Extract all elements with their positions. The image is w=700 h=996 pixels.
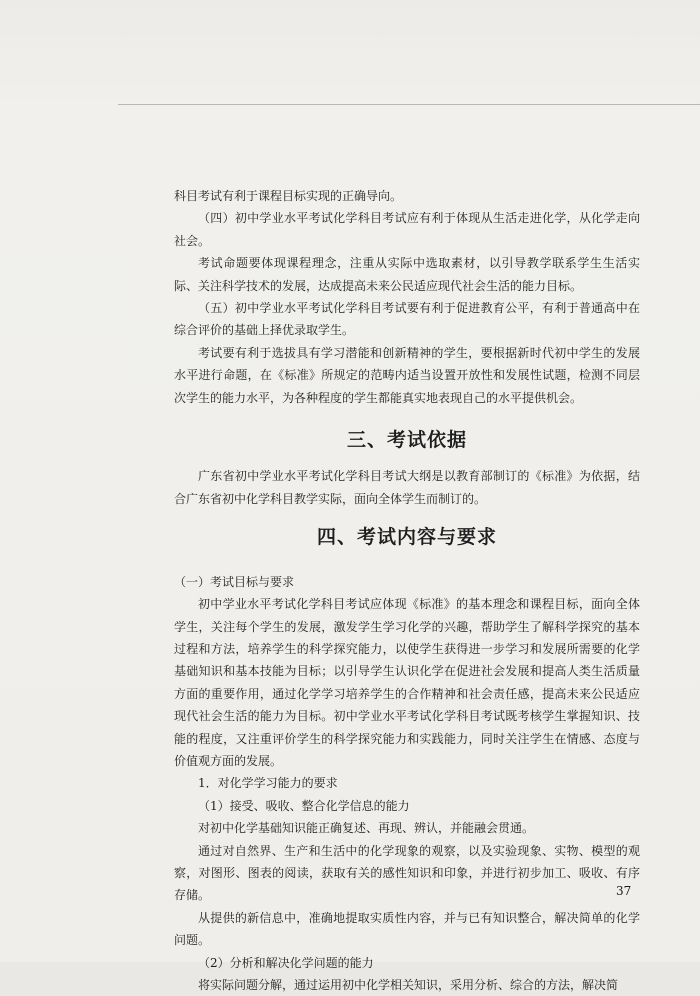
- paragraph: （四）初中学业水平考试化学科目考试应有利于体现从生活走进化学，从化学走向社会。: [174, 211, 640, 248]
- paragraph: 考试要有利于选拔具有学习潜能和创新精神的学生，要根据新时代初中学生的发展水平进行命题，在《标准》所规定的范畴内适当设置开放性和发展性试题，检测不同层次学生的能力水平，为各种程度的学生都能真实地表现自己的水平提供机会。: [174, 345, 640, 405]
- subsection-heading: （一）考试目标与要求: [174, 574, 295, 589]
- paragraph: 考试命题要体现课程理念，注重从实际中选取素材，以引导教学联系学生生活实际、关注科学技术的发展，达成提高未来公民适应现代社会生活的能力目标。: [174, 256, 640, 293]
- paragraph: 初中学业水平考试化学科目考试应体现《标准》的基本理念和课程目标，面向全体学生，关注每个学生的发展，激发学生学习化学的兴趣，帮助学生了解科学探究的基本过程和方法，培养学生的科学探究能力，以使学生获得进一步学习和发展所需要的化学基础知识和基本技能为目标；以引导学生认识化学在促进社会发展和提高人类生活质量方面的重要作用，通过化学学习培养学生的合作精神和社会责任感，提高未来公民适应现代社会生活的能力为目标。初中学业水平考试化学科目考试既考核学生掌握知识、技能的程度，又注重评价学生的科学探究能力和实践能力，同时关注学生在情感、态度与价值观方面的发展。: [174, 597, 640, 768]
- header-rule: [118, 104, 700, 105]
- page-number: 37: [616, 884, 632, 898]
- page-content: [174, 185, 640, 996]
- paragraph: 将实际问题分解，通过运用初中化学相关知识，采用分析、综合的方法，解决简: [198, 978, 619, 992]
- paragraph: 从提供的新信息中，准确地提取实质性内容，并与已有知识整合，解决简单的化学问题。: [174, 910, 640, 948]
- list-item: （1）接受、吸收、整合化学信息的能力: [198, 798, 410, 813]
- section-heading: 四、考试内容与要求: [316, 526, 497, 549]
- paragraph: 科目考试有利于课程目标实现的正确导向。: [174, 189, 403, 203]
- paragraph: 对初中化学基础知识能正确复述、再现、辨认，并能融会贯通。: [198, 821, 535, 836]
- paragraph: （五）初中学业水平考试化学科目考试要有利于促进教育公平，有利于普通高中在综合评价的基础上择优录取学生。: [174, 301, 640, 338]
- section-heading: 三、考试依据: [346, 429, 467, 452]
- list-item: （2）分析和解决化学问题的能力: [198, 955, 374, 970]
- list-item: 1．对化学学习能力的要求: [198, 776, 338, 791]
- paragraph: 广东省初中学业水平考试化学科目考试大纲是以教育部制订的《标准》为依据，结合广东省初中化学科目教学实际，面向全体学生而制订的。: [174, 469, 640, 506]
- paragraph: 通过对自然界、生产和生活中的化学现象的观察，以及实验现象、实物、模型的观察，对图形、图表的阅读，获取有关的感性知识和印象，并进行初步加工、吸收、有序存储。: [174, 843, 640, 903]
